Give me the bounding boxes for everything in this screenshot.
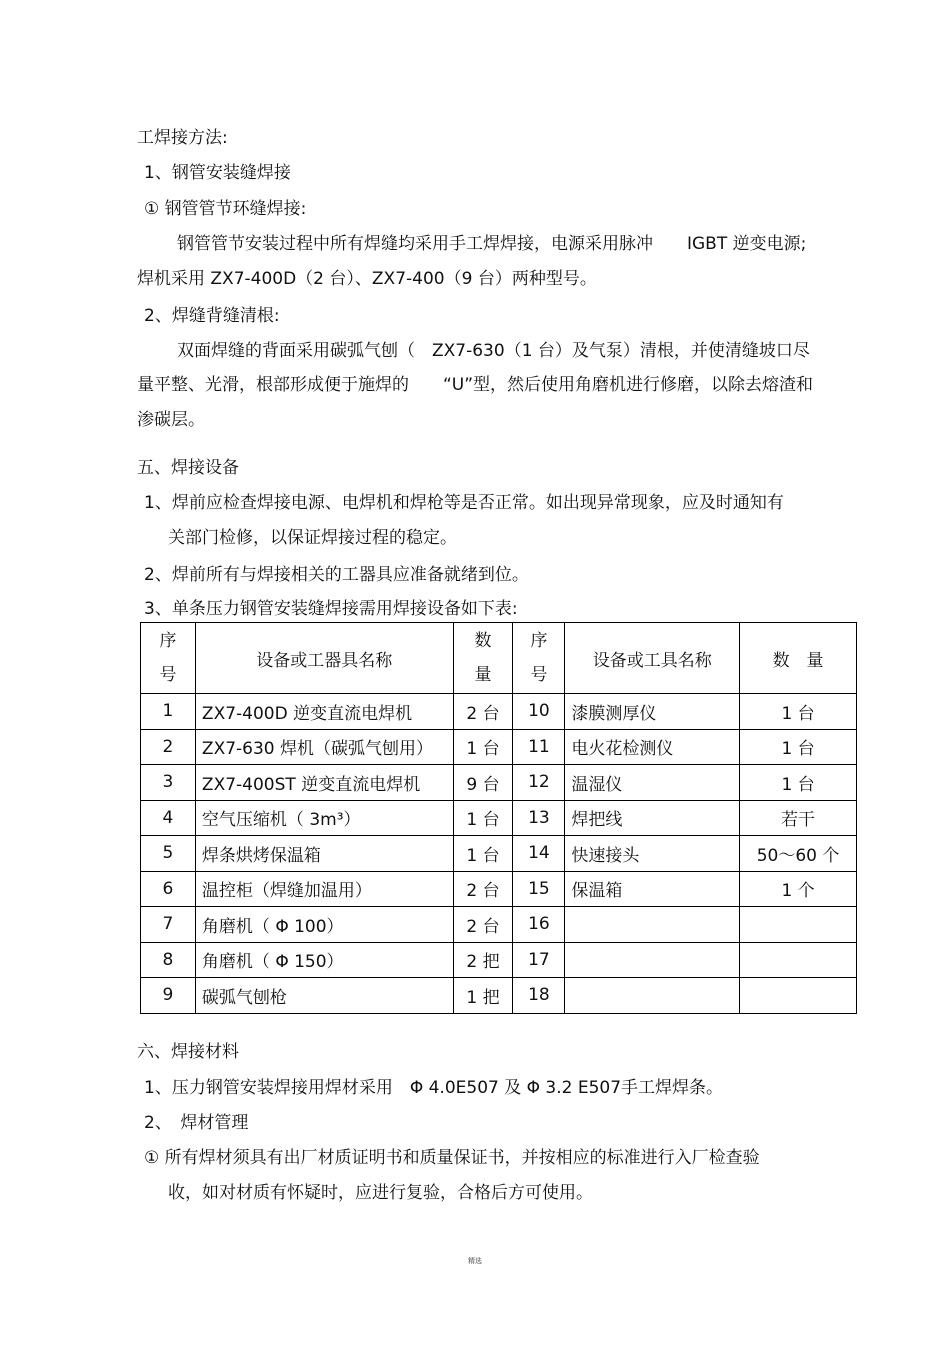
- table-row: [141, 978, 857, 1014]
- header-number-1: 序 号: [141, 623, 196, 694]
- cell-equipment-name: 焊把线: [565, 800, 740, 836]
- table-row: [141, 729, 857, 765]
- cell-equipment-name: 快速接头: [565, 836, 740, 872]
- text-equipment-1a: 1、焊前应检查焊接电源、电焊机和焊枪等是否正常。如出现异常现象，应及时通知有: [144, 493, 784, 513]
- cell-quantity: 若干: [740, 800, 857, 836]
- cell-number: 14: [513, 836, 565, 872]
- text-materials-2-1b: 收，如对材质有怀疑时，应进行复验，合格后方可使用。: [168, 1183, 593, 1203]
- table-row: [141, 800, 857, 836]
- cell-number: 16: [513, 907, 565, 943]
- text-materials-2-1a: ① 所有焊材须具有出厂材质证明书和质量保证书，并按相应的标准进行入厂检查验: [144, 1148, 760, 1168]
- cell-quantity: [740, 978, 857, 1014]
- cell-number: 17: [513, 942, 565, 978]
- cell-equipment-name: 焊条烘烤保温箱: [195, 836, 453, 872]
- header-quantity-1: 数 量: [453, 623, 513, 694]
- table-row: [141, 765, 857, 801]
- text-materials-2: 2、 焊材管理: [144, 1113, 249, 1133]
- cell-quantity: 1 台: [453, 836, 513, 872]
- table-header-row: [141, 623, 857, 694]
- cell-equipment-name: 漆膜测厚仪: [565, 694, 740, 730]
- text-section-1: 1、钢管安装缝焊接: [144, 163, 291, 183]
- cell-number: 7: [141, 907, 196, 943]
- table-row: [141, 836, 857, 872]
- text-welding-method: 工焊接方法:: [137, 128, 228, 148]
- cell-quantity: [740, 907, 857, 943]
- cell-equipment-name: 电火花检测仪: [565, 729, 740, 765]
- cell-quantity: 1 台: [453, 800, 513, 836]
- cell-quantity: 1 台: [740, 694, 857, 730]
- cell-quantity: 9 台: [453, 765, 513, 801]
- equipment-table: [140, 622, 857, 1014]
- cell-number: 8: [141, 942, 196, 978]
- table-row: [141, 907, 857, 943]
- cell-equipment-name: 角磨机（ Φ 150）: [195, 942, 453, 978]
- text-paragraph-1b: 焊机采用 ZX7-400D（2 台）、ZX7-400（9 台）两种型号。: [137, 269, 597, 289]
- cell-equipment-name: [565, 907, 740, 943]
- cell-number: 10: [513, 694, 565, 730]
- header-name-2: 设备或工具名称: [565, 623, 740, 694]
- text-paragraph-1a: 钢管管节安装过程中所有焊缝均采用手工焊焊接，电源采用脉冲 IGBT 逆变电源;: [177, 234, 807, 254]
- cell-number: 11: [513, 729, 565, 765]
- text-paragraph-2b: 量平整、光滑，根部形成便于施焊的 “U”型，然后使用角磨机进行修磨，以除去熔渣和: [137, 375, 814, 395]
- heading-welding-equipment: 五、焊接设备: [137, 458, 239, 478]
- cell-number: 13: [513, 800, 565, 836]
- cell-equipment-name: [565, 942, 740, 978]
- cell-equipment-name: [565, 978, 740, 1014]
- heading-welding-materials: 六、焊接材料: [137, 1042, 239, 1062]
- cell-quantity: 1 把: [453, 978, 513, 1014]
- table-row: [141, 942, 857, 978]
- cell-quantity: 50～60 个: [740, 836, 857, 872]
- text-paragraph-2c: 渗碳层。: [137, 410, 205, 430]
- cell-number: 2: [141, 729, 196, 765]
- cell-quantity: 2 台: [453, 694, 513, 730]
- cell-quantity: 1 台: [740, 729, 857, 765]
- header-quantity-2: 数 量: [740, 623, 857, 694]
- text-materials-1: 1、压力钢管安装焊接用焊材采用 Φ 4.0E507 及 Φ 3.2 E507手工焊焊条。: [144, 1078, 724, 1098]
- cell-quantity: 2 把: [453, 942, 513, 978]
- cell-equipment-name: ZX7-400D 逆变直流电焊机: [195, 694, 453, 730]
- header-number-2: 序 号: [513, 623, 565, 694]
- cell-quantity: [740, 942, 857, 978]
- page-footer: 精选: [468, 1257, 482, 1265]
- text-subsection-1: ① 钢管管节环缝焊接:: [144, 199, 307, 219]
- cell-quantity: 1 台: [453, 729, 513, 765]
- cell-number: 1: [141, 694, 196, 730]
- table-row: [141, 694, 857, 730]
- cell-number: 5: [141, 836, 196, 872]
- table-row: [141, 871, 857, 907]
- text-paragraph-2a: 双面焊缝的背面采用碳弧气刨（ ZX7-630（1 台）及气泵）清根，并使清缝坡口尽: [177, 341, 810, 361]
- cell-equipment-name: 温控柜（焊缝加温用）: [195, 871, 453, 907]
- text-equipment-2: 2、焊前所有与焊接相关的工器具应准备就绪到位。: [144, 565, 529, 585]
- cell-quantity: 2 台: [453, 871, 513, 907]
- cell-equipment-name: ZX7-630 焊机（碳弧气刨用）: [195, 729, 453, 765]
- header-name-1: 设备或工器具名称: [195, 623, 453, 694]
- cell-equipment-name: 温湿仪: [565, 765, 740, 801]
- cell-quantity: 1 个: [740, 871, 857, 907]
- cell-equipment-name: ZX7-400ST 逆变直流电焊机: [195, 765, 453, 801]
- cell-number: 6: [141, 871, 196, 907]
- cell-number: 12: [513, 765, 565, 801]
- cell-equipment-name: 角磨机（ Φ 100）: [195, 907, 453, 943]
- cell-number: 15: [513, 871, 565, 907]
- cell-equipment-name: 保温箱: [565, 871, 740, 907]
- cell-number: 9: [141, 978, 196, 1014]
- cell-number: 4: [141, 800, 196, 836]
- cell-equipment-name: 空气压缩机（ 3m³）: [195, 800, 453, 836]
- cell-number: 3: [141, 765, 196, 801]
- text-equipment-1b: 关部门检修，以保证焊接过程的稳定。: [168, 528, 457, 548]
- cell-number: 18: [513, 978, 565, 1014]
- cell-quantity: 2 台: [453, 907, 513, 943]
- text-equipment-3: 3、单条压力钢管安装缝焊接需用焊接设备如下表:: [144, 599, 518, 619]
- cell-quantity: 1 台: [740, 765, 857, 801]
- text-section-2: 2、焊缝背缝清根:: [144, 306, 280, 326]
- cell-equipment-name: 碳弧气刨枪: [195, 978, 453, 1014]
